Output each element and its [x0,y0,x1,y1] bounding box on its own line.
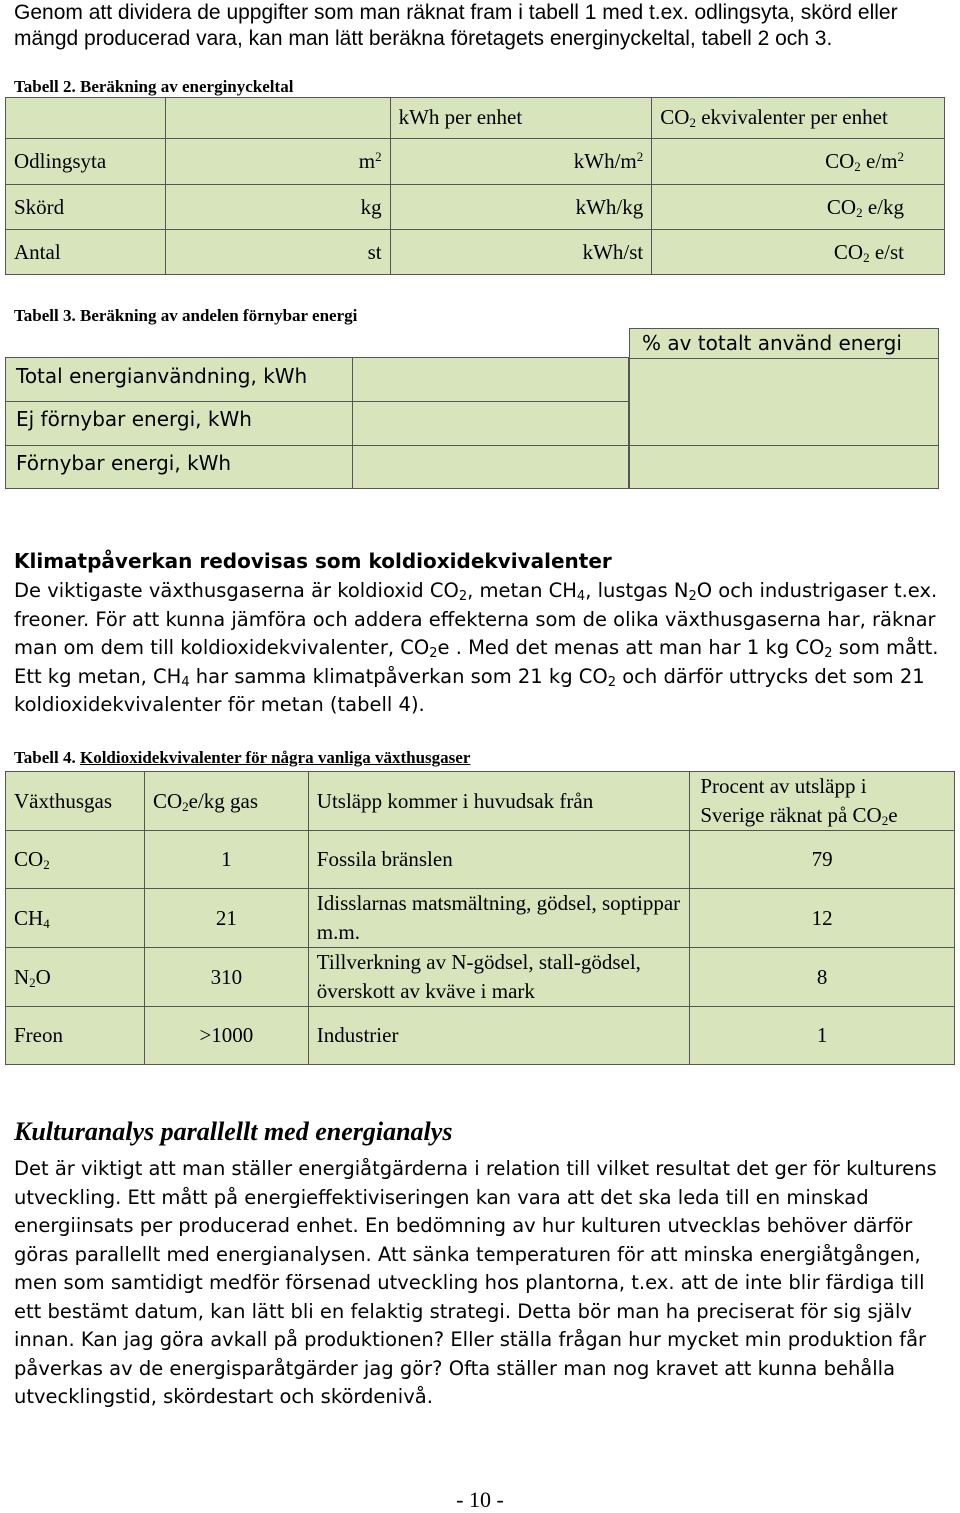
klimat-paragraph [14,577,949,720]
table4-cell-source: Idisslarnas matsmältning, gödsel, soptippar m.m. [308,889,690,948]
text: har samma klimatpåverkan som 21 kg CO [189,664,608,688]
table4-cell-share: 8 [690,948,955,1007]
sub: 2 [458,589,468,604]
table4-cell-gas [6,831,145,889]
sub: 4 [181,674,190,690]
unit-text: m [358,149,376,174]
table2-blank-cell [165,98,390,139]
table3-divider [630,358,938,359]
table2-row-label: Odlingsyta [6,138,166,185]
text: Sverige räknat på CO [700,803,882,827]
table3-row-label: Förnybar energi, kWh [16,451,232,475]
table2-row-unit [165,138,390,185]
text: som mått. Ett kg metan, CH [14,636,939,688]
table4-header-source: Utsläpp kommer i huvudsak från [308,772,690,831]
table4-header-factor [144,772,308,831]
table2-blank-cell [6,98,166,139]
text: De viktigaste växthusgaserna är koldioxid CO [14,579,459,602]
text: O [35,964,51,989]
table4-header-row [6,772,955,831]
co2-text: CO [660,105,690,130]
table4-cell-gas [6,1007,145,1065]
table2-row-unit: kg [165,185,390,230]
table4-cell-factor: 310 [144,948,308,1007]
co2-suffix: ekvivalenter per enhet [695,105,888,130]
table4-row [6,1007,955,1065]
table3-divider [6,445,628,446]
sub: 2 [607,674,617,690]
table3-row-label: Total energianvändning, kWh [16,364,308,388]
table3 [5,357,629,489]
co2-text: CO [833,239,864,264]
table4-row [6,948,955,1007]
table4-cell-share: 1 [690,1007,955,1065]
table3-divider [352,358,353,488]
text: e/kg gas [188,788,259,813]
table4-cell-factor: >1000 [144,1007,308,1065]
sub: 4 [576,589,586,604]
text: CO [152,788,183,813]
table2-row-label: Antal [6,230,166,275]
table4-row [6,889,955,948]
sub: 2 [43,857,50,872]
text: CO [14,847,44,871]
co2-sub: 2 [854,159,861,175]
sub: 2 [824,646,833,661]
kwh-sup: 2 [636,149,644,165]
table4-cell-factor: 1 [144,831,308,889]
table2-header-co2 [652,98,945,139]
caption-title: Koldioxidekvivalenter för några vanliga växthusgaser [79,748,471,767]
table2-caption: Tabell 2. Beräkning av energinyckeltal [14,77,294,96]
co2-sup: 2 [897,149,904,165]
text: CH [14,905,44,930]
text: O och industrigaser t.ex. freoner. För att kunna jämföra och addera effekterna som de olika växthusgaserna har, räknar man om dem till koldioxidekvivalenter, CO [14,579,938,659]
table4-cell-source: Industrier [308,1007,690,1065]
table2-row [6,230,945,275]
text: Procent av utsläpp i [700,774,867,798]
page-number: - 10 - [456,1487,504,1512]
intro-paragraph: Genom att dividera de uppgifter som man räknat fram i tabell 1 med t.ex. odlingsyta, skörd eller mängd producerad vara, kan man lätt beräkna företagets energinyckeltal, tabell 2 och 3. [14,1,898,50]
table4-caption [14,748,470,768]
kwh-text: kWh/m [573,149,637,174]
table3-row-label: Ej förnybar energi, kWh [16,407,252,431]
table2-row [6,138,945,185]
sub: 2 [688,589,697,604]
co2-unit: e/kg [862,194,904,219]
sub: 2 [182,798,189,814]
table3-divider [6,401,628,402]
sub: 2 [881,813,889,828]
sub: 4 [43,915,50,931]
text: och därför uttrycks det som 21 koldioxidekvivalenter för metan (tabell 4). [14,664,925,716]
table2-header-kwh [390,98,652,139]
sub: 2 [29,974,36,990]
text: , lustgas N [585,579,689,602]
table2-row-unit: st [165,230,390,275]
table3-percent-column [629,328,939,489]
table2-header-row [6,98,945,139]
co2-text: CO [825,149,855,174]
table2-row [6,185,945,230]
table4-cell-share: 79 [690,831,955,889]
table2-row-label: Skörd [6,185,166,230]
caption-prefix: Tabell 4. [14,748,80,767]
table4-cell-gas [6,948,145,1007]
co2-unit: e/st [869,239,904,264]
table4-row [6,831,955,889]
text: e . Med det menas att man har 1 kg CO [437,636,825,659]
table4-cell-share: 12 [690,889,955,948]
header-kwh-text: kWh per enhet [398,105,523,130]
co2-text: CO [826,194,857,219]
text: , metan CH [467,579,577,602]
table2-row-co2 [652,230,945,275]
co2-sub: 2 [856,204,863,220]
co2-sub: 2 [863,249,870,265]
table3-divider [630,445,938,446]
text: Freon [14,1023,63,1047]
sub: 2 [429,646,438,661]
kultur-heading: Kulturanalys parallellt med energianalys [14,1117,453,1146]
klimat-heading: Klimatpåverkan redovisas som koldioxidekvivalenter [14,549,612,573]
co2-sub: 2 [689,115,696,131]
table2-row-kwh: kWh/st [390,230,652,275]
unit-sup: 2 [375,149,382,165]
table3-header: % av totalt använd energi [642,331,902,355]
table2-row-co2 [652,185,945,230]
table4-cell-gas [6,889,145,948]
kultur-paragraph: Det är viktigt att man ställer energiåtgärderna i relation till vilket resultat det ger för kulturens utveckling. Ett mått på energieffektiviseringen kan vara att det ska leda till en minskad energiinsats per producerad enhet. En bedömning av hur kulturen utvecklas behöver därför göras parallellt med energianalysen. Att sänka temperaturen för att minska energiåtgången, men som samtidigt medför försenad utveckling hos plantorna, t.ex. att de inte blir färdiga till ett bestämt datum, kan lätt bli en felaktig strategi. Detta bör man ha preciserat för sig själv innan. Kan jag göra avkall på produktionen? Eller ställa frågan hur mycket min produktion får påverkas av de energisparåtgärder jag gör? Ofta ställer man nog kravet att kunna behålla utvecklingstid, skördestart och skördenivå. [14,1157,937,1408]
table4-header-gas: Växthusgas [6,772,145,831]
table4-cell-factor: 21 [144,889,308,948]
table2-row-kwh [390,138,652,185]
text: e [888,803,898,827]
co2-unit: e/m [860,149,898,174]
text: N [14,964,30,989]
table4-cell-source: Tillverkning av N-gödsel, stall-gödsel, överskott av kväve i mark [308,948,690,1007]
table4-header-share [690,772,955,831]
table3-caption: Tabell 3. Beräkning av andelen förnybar energi [14,306,358,325]
table4 [5,771,955,1065]
table4-cell-source: Fossila bränslen [308,831,690,889]
table2-row-kwh: kWh/kg [390,185,652,230]
table2 [5,97,945,275]
table2-row-co2 [652,138,945,185]
